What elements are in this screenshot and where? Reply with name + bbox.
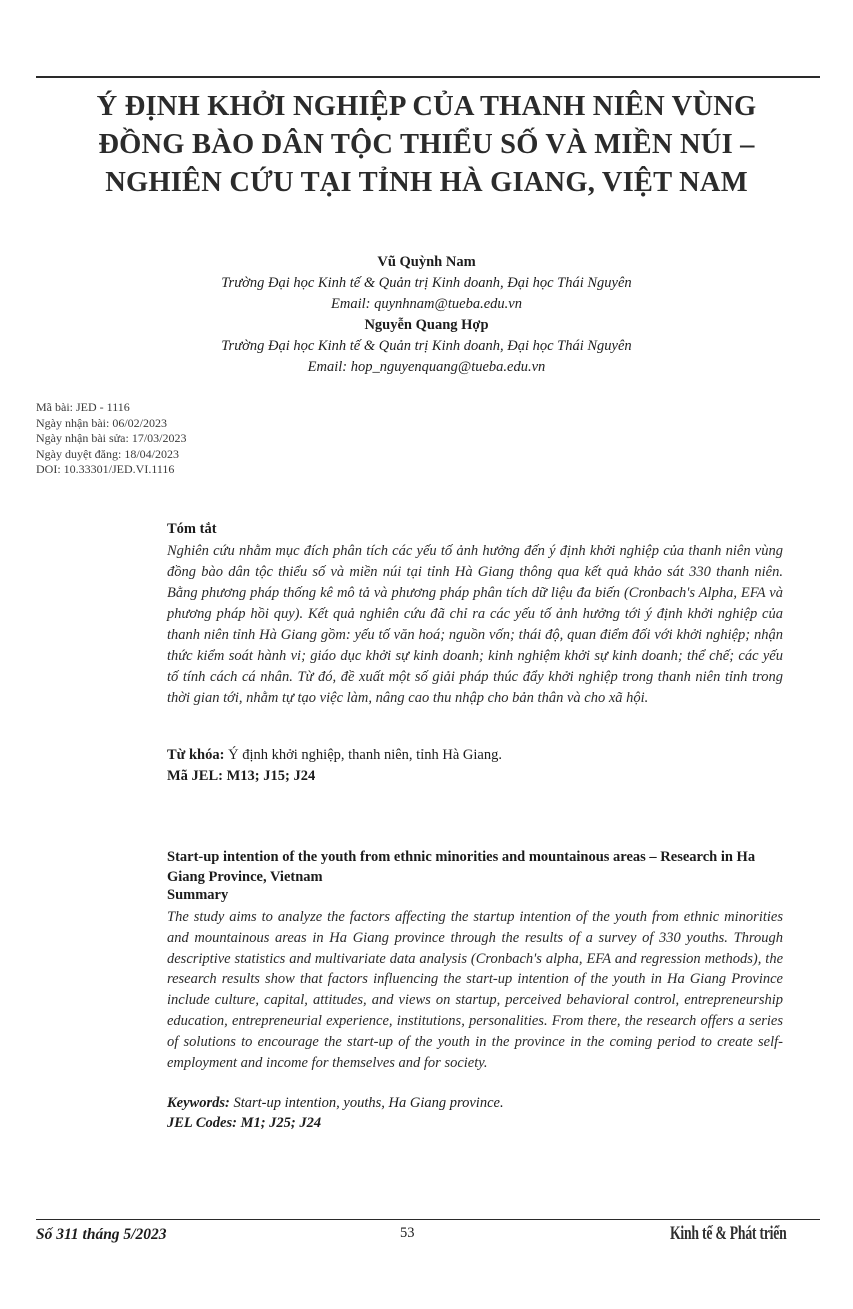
author-2-affiliation: Trường Đại học Kinh tế & Quản trị Kinh doanh, Đại học Thái Nguyên (221, 338, 632, 354)
abstract-en-keywords (167, 1095, 504, 1112)
author-2-email: Email: hop_nguyenquang@tueba.edu.vn (307, 359, 546, 375)
abstract-en-title: Start-up intention of the youth from ethnic minorities and mountainous areas – Research in Ha Giang Province, Vietnam (167, 849, 756, 885)
abstract-en-jel: JEL Codes: M1; J25; J24 (167, 1115, 322, 1131)
footer-issue: Số 311 tháng 5/2023 (36, 1226, 167, 1243)
author-1-email: Email: quynhnam@tueba.edu.vn (331, 296, 522, 312)
keywords-en-label: Keywords: (167, 1095, 230, 1111)
author-1-affiliation: Trường Đại học Kinh tế & Quản trị Kinh doanh, Đại học Thái Nguyên (221, 275, 632, 291)
meta-doi: DOI: 10.33301/JED.VI.1116 (36, 462, 175, 476)
abstract-vi-heading: Tóm tắt (167, 521, 217, 537)
keywords-vi-value: Ý định khởi nghiệp, thanh niên, tỉnh Hà Giang. (228, 747, 502, 763)
author-1-name: Vũ Quỳnh Nam (377, 254, 476, 270)
footer-rule (36, 1219, 820, 1220)
meta-accepted: Ngày duyệt đăng: 18/04/2023 (36, 446, 179, 461)
meta-received: Ngày nhận bài: 06/02/2023 (36, 415, 167, 430)
abstract-vi-text: Nghiên cứu nhằm mục đích phân tích các yếu tố ảnh hưởng đến ý định khởi nghiệp của thanh niên vùng đồng bào dân tộc thiểu số và miền núi tại tỉnh Hà Giang thông qua kết quả khảo sát 330 thanh niên. Bằng phương pháp thống kê mô tả và phương pháp phân tích dữ liệu đa biến (Cronbach's Alpha, EFA và phương pháp hồi quy). Kết quả nghiên cứu đã chỉ ra các yếu tố ảnh hưởng tới ý định khởi nghiệp của thanh niên tỉnh Hà Giang gồm: yếu tố văn hoá; nguồn vốn; thái độ, quan điểm đối với khởi nghiệp; nhận thức kiểm soát hành vi; giáo dục khởi sự kinh doanh; kinh nghiệm khởi sự kinh doanh; thể chế; các yếu tố tính cách cá nhân. Từ đó, đề xuất một số giải pháp thúc đẩy khởi nghiệp trong thanh niên tỉnh trong thời gian tới, nhằm tự tạo việc làm, nâng cao thu nhập cho bản thân và cho xã hội. (167, 543, 783, 706)
abstract-en-text: The study aims to analyze the factors affecting the startup intention of the youth from ethnic minorities and mountainous areas in Ha Giang province through the results of a survey of 330 youths. Through descriptive statistics and multivariate data analysis (Cronbach's alpha, EFA and regression methods), the research results show that factors influencing the start-up intention of the youth in Ha Giang Province include culture, capital, attitudes, and views on startup, perceived behavioral control, entrepreneurship education, entrepreneurial experience, institutions, personalities. From there, the research offers a series of solutions to encourage the start-up of the youth in the province in the coming period to create self-employment and income for themselves and for society. (167, 909, 783, 1071)
top-rule (36, 76, 820, 78)
journal-logo: Kinh tế & Phát triển (670, 1223, 787, 1244)
meta-revised: Ngày nhận bài sửa: 17/03/2023 (36, 431, 187, 445)
article-title: Ý ĐỊNH KHỞI NGHIỆP CỦA THANH NIÊN VÙNG ĐỒNG BÀO DÂN TỘC THIỂU SỐ VÀ MIỀN NÚI – NGHIÊN CỨU TẠI TỈNH HÀ GIANG, VIỆT NAM (96, 91, 757, 198)
abstract-en-heading: Summary (167, 887, 229, 903)
keywords-en-value: Start-up intention, youths, Ha Giang province. (233, 1095, 504, 1111)
abstract-vi-jel: Mã JEL: M13; J15; J24 (167, 768, 316, 784)
article-meta (36, 400, 186, 478)
abstract-vi-keywords (167, 747, 502, 764)
meta-code: Mã bài: JED - 1116 (36, 400, 130, 414)
footer-page-number: 53 (400, 1225, 415, 1241)
author-2-name: Nguyễn Quang Hợp (364, 317, 489, 333)
keywords-vi-label: Từ khóa: (167, 747, 225, 763)
